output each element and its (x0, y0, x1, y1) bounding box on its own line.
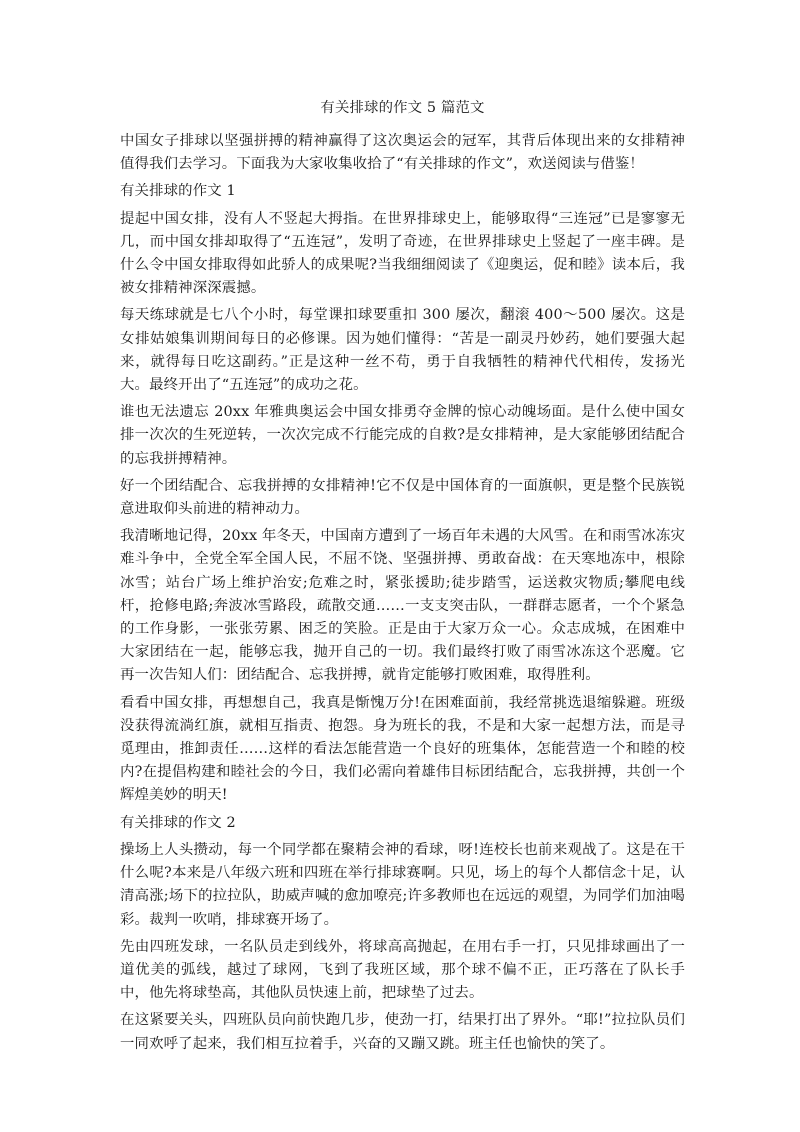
essay1-paragraph: 每天练球就是七八个小时，每堂课扣球要重扣 300 屡次，翻滚 400～500 屡次。这是女排姑娘集训期间每日的必修课。因为她们懂得：“苦是一副灵丹妙药，她们要强大起来，就得每日吃这副药。”正是这种一丝不苟，勇于自我牺牲的精神代代相传，发扬光大。最终开出了“五连冠”的成功之花。 (120, 307, 685, 394)
section-heading-2: 有关排球的作文 2 (120, 814, 236, 831)
essay1-paragraph: 提起中国女排，没有人不竖起大拇指。在世界排球史上，能够取得“三连冠”已是寥寥无几，而中国女排却取得了“五连冠”，发明了奇迹，在世界排球史上竖起了一座丰碑。是什么令中国女排取得如此骄人的成果呢?当我细细阅读了《迎奥运，促和睦》读本后，我被女排精神深深震撼。 (120, 210, 685, 297)
essay1-paragraph: 好一个团结配合、忘我拼搏的女排精神!它不仅是中国体育的一面旗帜，更是整个民族锐意进取仰头前进的精神动力。 (120, 477, 685, 518)
document-title: 有关排球的作文 5 篇范文 (320, 100, 485, 116)
essay2-paragraph: 在这紧要关头，四班队员向前快跑几步，使劲一打，结果打出了界外。“耶!”拉拉队员们一同欢呼了起来，我们相互拉着手，兴奋的又蹦又跳。班主任也愉快的笑了。 (120, 1012, 685, 1052)
intro-paragraph: 中国女子排球以坚强拼搏的精神赢得了这次奥运会的冠军，其背后体现出来的女排精神值得我们去学习。下面我为大家收集收拾了“有关排球的作文”，欢送阅读与借鉴！ (120, 133, 685, 173)
document-page (120, 96, 685, 1060)
essay1-paragraph: 谁也无法遗忘 20xx 年雅典奥运会中国女排勇夺金牌的惊心动魄场面。是什么使中国女排一次次的生死逆转，一次次完成不行能完成的自救?是女排精神，是大家能够团结配合的忘我拼搏精神。 (120, 404, 685, 467)
document-body (120, 130, 685, 1056)
essay2-paragraph: 操场上人头攒动，每一个同学都在聚精会神的看球，呀!连校长也前来观战了。这是在干什么呢?本来是八年级六班和四班在举行排球赛啊。只见，场上的每个人都信念十足，认清高涨;场下的拉拉队，助威声喊的愈加嘹亮;许多教师也在远远的观望，为同学们加油喝彩。裁判一吹哨，排球赛开场了。 (120, 841, 685, 928)
essay2-paragraph: 先由四班发球，一名队员走到线外，将球高高抛起，在用右手一打，只见排球画出了一道优美的弧线，越过了球网，飞到了我班区域，那个球不偏不正，正巧落在了队长手中，他先将球垫高，其他队员快速上前，把球垫了过去。 (120, 938, 685, 1002)
section-heading-1: 有关排球的作文 1 (120, 183, 236, 200)
essay1-paragraph: 看看中国女排，再想想自己，我真是惭愧万分!在困难面前，我经常挑选退缩躲避。班级没获得流淌红旗，就相互指责、抱怨。身为班长的我，不是和大家一起想方法，而是寻觅理由，推卸责任……这样的看法怎能营造一个良好的班集体，怎能营造一个和睦的校内?在提倡构建和睦社会的今日，我们必需向着雄伟目标团结配合，忘我拼搏，共创一个辉煌美妙的明天! (120, 694, 685, 804)
essay1-paragraph: 我清晰地记得，20xx 年冬天，中国南方遭到了一场百年未遇的大风雪。在和雨雪冰冻灾难斗争中，全党全军全国人民，不屈不饶、坚强拼搏、勇敢奋战：在天寒地冻中，根除冰雪；站台广场上维护治安;危难之时，紧张援助;徒步踏雪，运送救灾物质;攀爬电线杆，抢修电路;奔波冰雪路段，疏散交通……一支支突击队，一群群志愿者，一个个紧急的工作身影，一张张劳累、困乏的笑脸。正是由于大家万众一心。众志成城，在困难中大家团结在一起，能够忘我，抛开自己的一切。我们最终打败了雨雪冰冻这个恶魔。它再一次告知人们：团结配合、忘我拼搏，就肯定能够打败困难，取得胜利。 (120, 528, 685, 684)
